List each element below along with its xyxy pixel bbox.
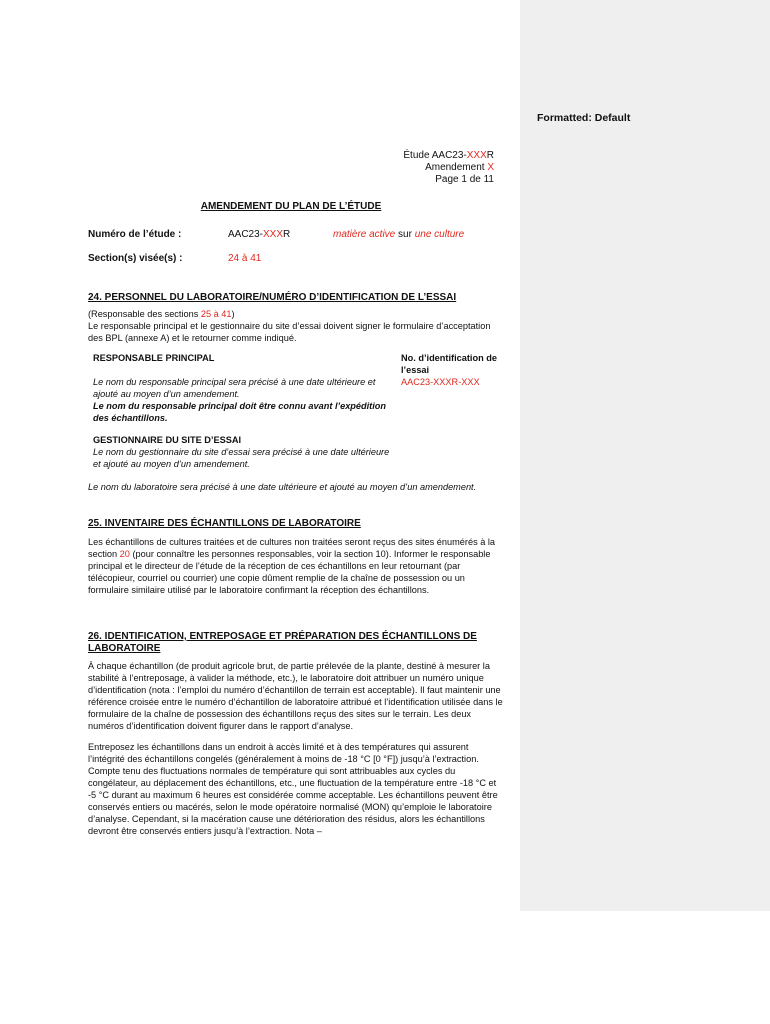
- study-reference: Étude AAC23-XXXR: [403, 150, 494, 161]
- amendment-reference: Amendement X: [425, 162, 494, 173]
- principal-note: Le nom du responsable principal doit être connu avant l’expédition des échantillons.: [93, 401, 387, 423]
- section-26-para-1: À chaque échantillon (de produit agricole brut, de partie prélevée de la plante, destiné à mesurer la stabilité à l’entreposage, à valider la méthode, etc.), le laboratoire doit attribuer un numéro unique d’identification (nota : l’emploi du numéro d’échantillon de terrain est acceptable). Il faut maintenir une référence croisée entre le numéro d’échantillon de laboratoire attribué et l’identification utilisée dans le formulaire de la chaîne de possession des échantillons reçus des sites sur le terrain. Les deux numéros d’identification doivent figurer dans le rapport d’analyse.: [88, 661, 503, 731]
- principal-cell: [93, 352, 393, 470]
- document-title: AMENDEMENT DU PLAN DE L’ÉTUDE: [200, 201, 382, 212]
- principal-text: Le nom du responsable principal sera précisé à une date ultérieure et ajouté au moyen d’un amendement.: [93, 377, 376, 399]
- section-26-heading: 26. IDENTIFICATION, ENTREPOSAGE ET PRÉPARATION DES ÉCHANTILLONS DE LABORATOIRE: [88, 631, 477, 654]
- site-manager-heading: GESTIONNAIRE DU SITE D’ESSAI: [93, 435, 242, 445]
- lab-name-text: Le nom du laboratoire sera précisé à une date ultérieure et ajouté au moyen d’un amendement.: [88, 482, 477, 492]
- section-26-para-2: Entreposez les échantillons dans un endroit à accès limité et à des températures qui assurent l’intégrité des échantillons congelés (généralement à moins de -18 °C [0 °F]) jusqu’à l’extraction. Compte tenu des fluctuations normales de température qui sont attribuables aux cycles du congélateur, au déplacement des échantillons, etc., une fluctuation de la température entre -18 °C et -5 °C durant au maximum 6 heures est considérée comme acceptable. Les échantillons peuvent être conservés entiers ou macérés, selon le mode opératoire normalisé (MON) qu’emploie le laboratoire d’analyse. Cependant, si la macération cause une détérioration des résidus, alors les échantillons devront être conservés entiers jusqu’à l’extraction. Nota –: [88, 742, 498, 836]
- section-24-responsible: (Responsable des sections 25 à 41): [88, 309, 235, 319]
- section-25-text: Les échantillons de cultures traitées et de cultures non traitées seront reçus des sites énumérés à la section 20 (pour connaître les personnes responsables, voir la section 10). Informer le responsable principal et le directeur de l’étude de la réception de ces échantillons en leur retournant (par télécopieur, courriel ou courrier) une copie dûment remplie de la chaîne de possession ou un formulaire similaire utilisé par le laboratoire confirmant la réception des échantillons.: [88, 537, 496, 595]
- study-number-label: Numéro de l’étude :: [88, 229, 182, 240]
- page-number: Page 1 de 11: [435, 174, 494, 185]
- trial-id-heading: No. d’identification de l’essai: [401, 353, 497, 375]
- trial-id-value: AAC23-XXXR-XXX: [401, 377, 480, 387]
- site-manager-text: Le nom du gestionnaire du site d’essai sera précisé à une date ultérieure et ajouté au moyen d’un amendement.: [93, 447, 390, 469]
- trial-id-cell: [401, 352, 513, 388]
- section-24-intro: Le responsable principal et le gestionnaire du site d’essai doivent signer le formulaire d’acceptation des BPL (annexe A) et le retourner comme indiqué.: [88, 321, 491, 343]
- principal-heading: RESPONSABLE PRINCIPAL: [93, 353, 215, 363]
- section-25-heading: 25. INVENTAIRE DES ÉCHANTILLONS DE LABORATOIRE: [88, 518, 361, 529]
- section-24-heading: 24. PERSONNEL DU LABORATOIRE/NUMÉRO D’IDENTIFICATION DE L’ESSAI: [88, 292, 457, 303]
- comment-pane: [520, 0, 770, 911]
- comment-pane-title: Formatted: Default: [537, 112, 631, 124]
- study-number-value: AAC23-XXXR: [228, 229, 291, 240]
- page-header: [0, 150, 494, 186]
- sections-label: Section(s) visée(s) :: [88, 253, 183, 264]
- study-subject: matière active sur une culture: [333, 229, 465, 240]
- sections-value: 24 à 41: [228, 253, 262, 264]
